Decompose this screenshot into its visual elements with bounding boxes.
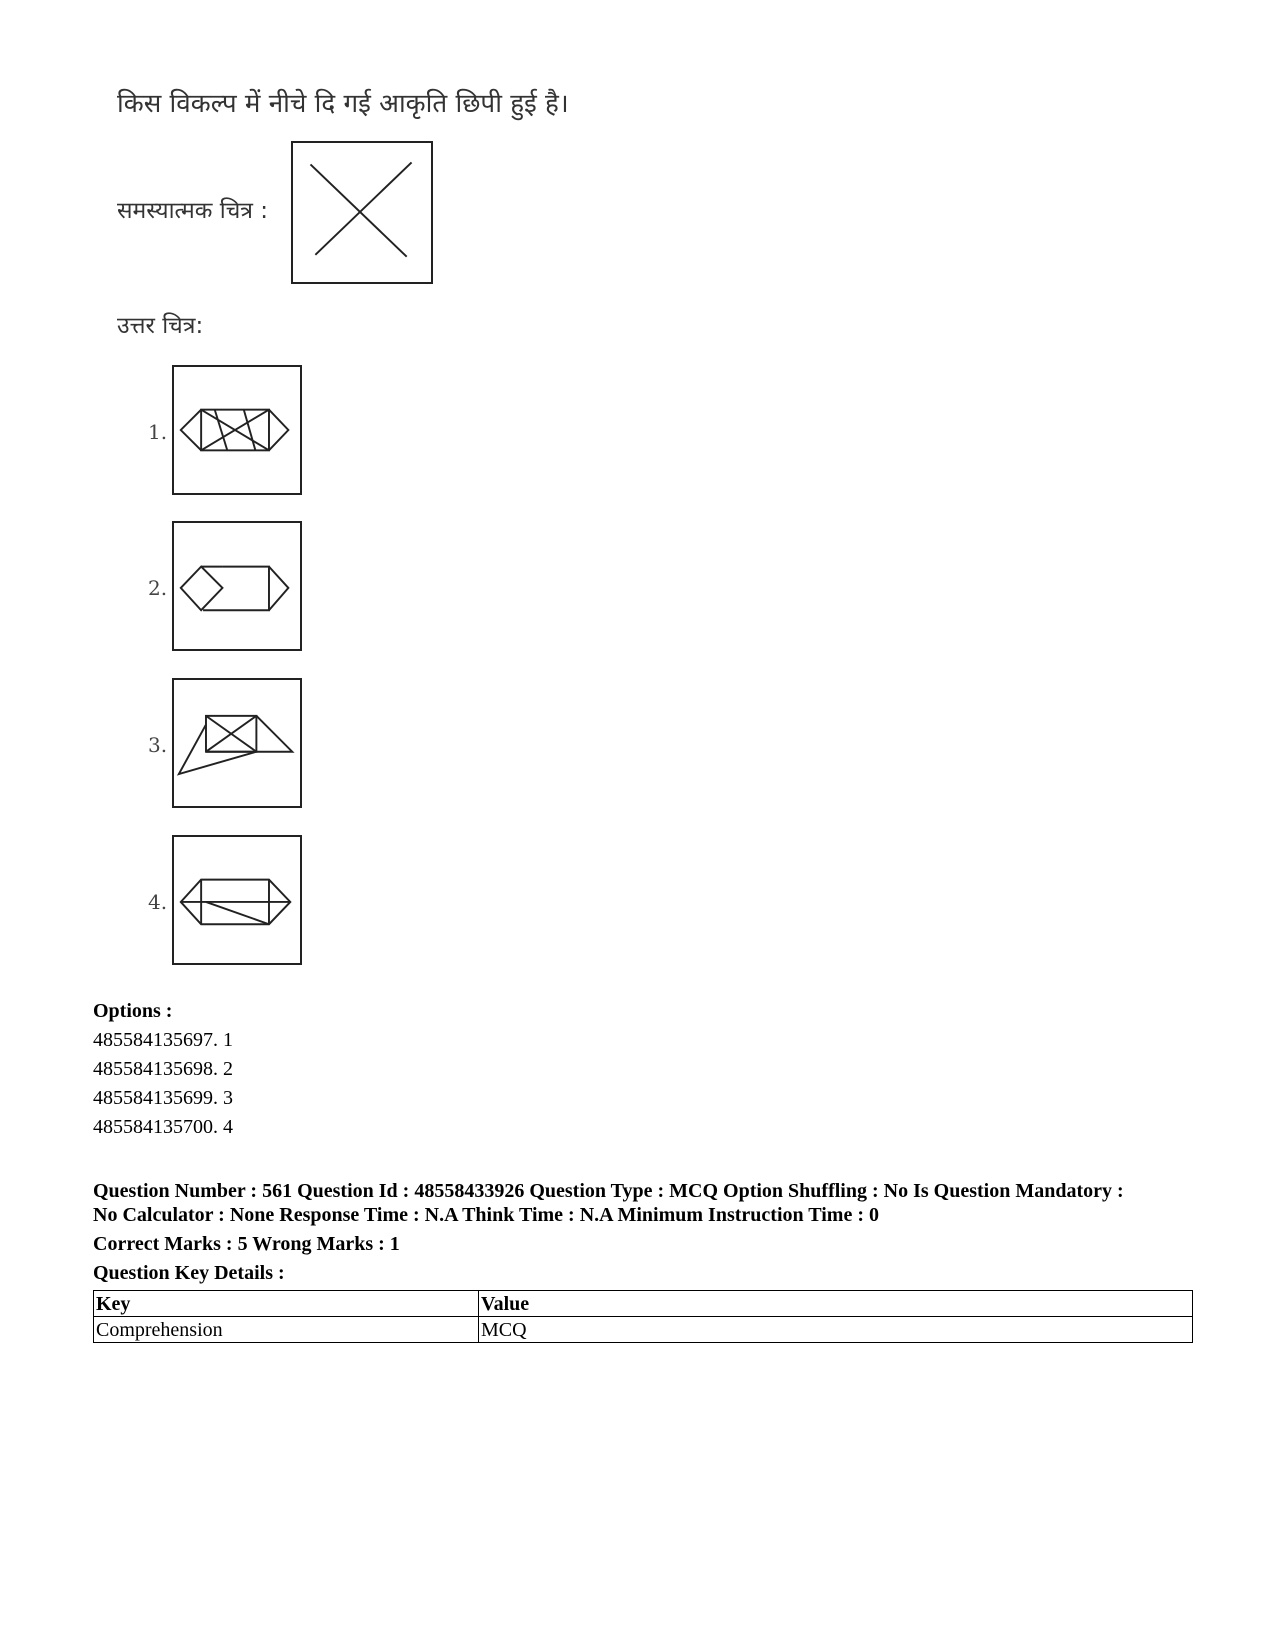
option-item: 485584135700. 4 [93,1116,233,1138]
answer-figures-label: उत्तर चित्र: [117,313,204,339]
answer-figure-4-drawing [174,837,300,963]
answer-figure-number: 4. [148,890,168,914]
question-text: किस विकल्प में नीचे दि गई आकृति छिपी हुई है। [117,89,569,119]
table-cell: MCQ [479,1317,1193,1343]
key-details-heading: Question Key Details : [93,1262,285,1284]
table-header-cell: Key [94,1291,479,1317]
answer-figure-3 [172,678,302,808]
problem-figure [291,141,433,284]
options-heading: Options : [93,1000,173,1022]
problem-figure-label: समस्यात्मक चित्र : [117,198,269,224]
answer-figure-number: 3. [148,733,168,757]
key-details-table [93,1290,1193,1343]
option-item: 485584135698. 2 [93,1058,233,1080]
table-cell: Comprehension [94,1317,479,1343]
answer-figure-number: 1. [148,420,168,444]
option-item: 485584135697. 1 [93,1029,233,1051]
answer-figure-2 [172,521,302,651]
question-meta-line2: No Calculator : None Response Time : N.A Think Time : N.A Minimum Instruction Time : 0 [93,1204,879,1226]
answer-figure-2-drawing [174,523,300,649]
answer-figure-4 [172,835,302,965]
option-item: 485584135699. 3 [93,1087,233,1109]
table-row [94,1317,1193,1343]
marks-line: Correct Marks : 5 Wrong Marks : 1 [93,1233,400,1255]
options-list [93,1026,233,1142]
table-header-cell: Value [479,1291,1193,1317]
answer-figure-1 [172,365,302,495]
answer-figure-3-drawing [174,680,300,806]
table-header-row [94,1291,1193,1317]
problem-figure-drawing [293,143,431,282]
answer-figure-1-drawing [174,367,300,493]
question-meta-line1: Question Number : 561 Question Id : 48558433926 Question Type : MCQ Option Shuffling : No Is Question Mandatory : [93,1180,1124,1202]
answer-figure-number: 2. [148,576,168,600]
question-meta [93,1179,1193,1285]
